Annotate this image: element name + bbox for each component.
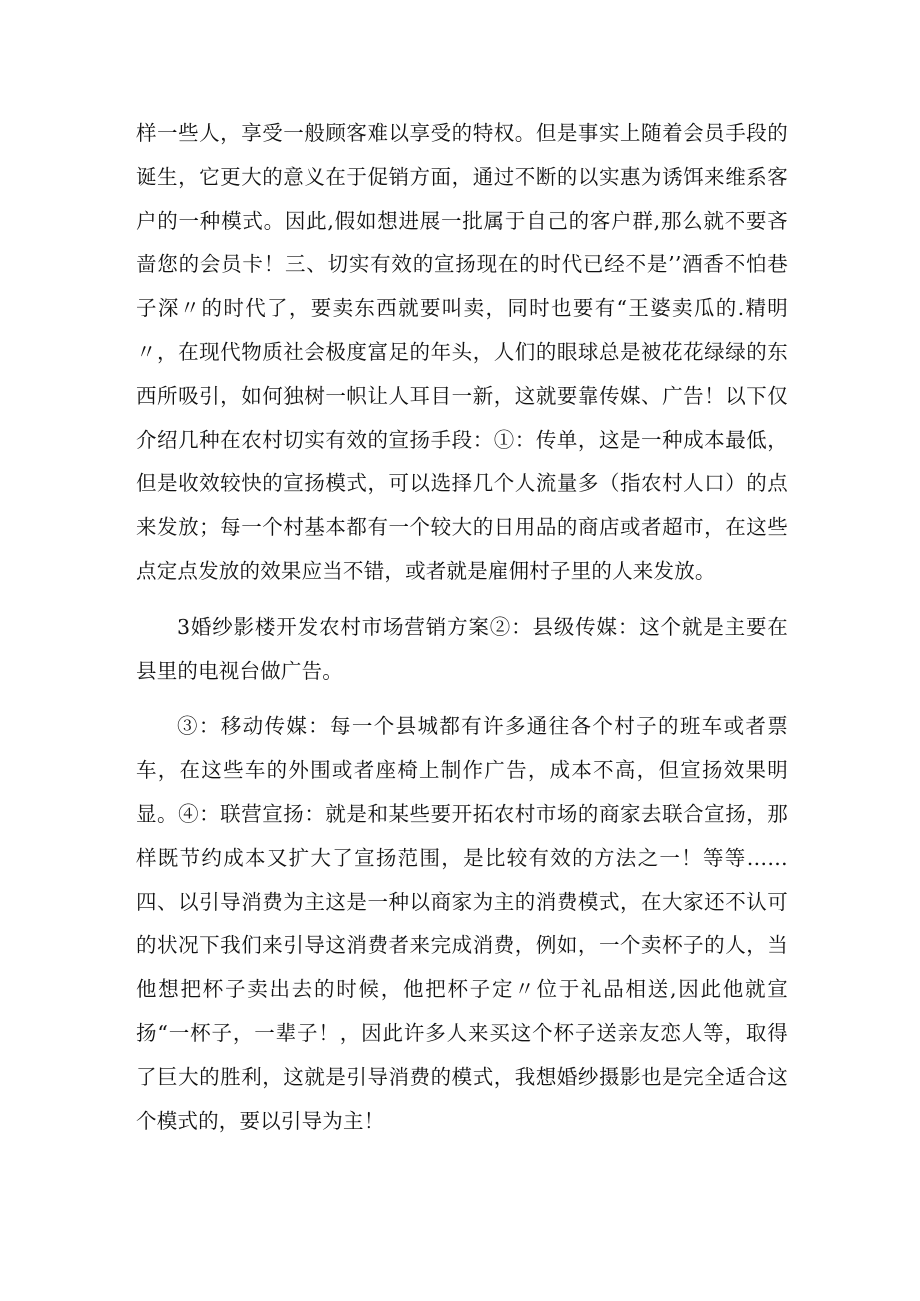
paragraph-3: ③：移动传媒：每一个县城都有许多通往各个村子的班车或者票车，在这些车的外围或者座椅上制作广告，成本不高，但宣扬效果明显。④：联营宣扬：就是和某些要开拓农村市场的商家去联合宣扬，那样既节约成本又扩大了宣扬范围，是比较有效的方法之一！等等……四、以引导消费为主这是一种以商家为主的消费模式，在大家还不认可的状况下我们来引导这消费者来完成消费，例如，一个卖杯子的人，当他想把杯子卖出去的时候，他把杯子定〃位于礼品相送,因此他就宣扬“一杯子，一辈子！，因此许多人来买这个杯子送亲友恋人等，取得了巨大的胜利，这就是引导消费的模式，我想婚纱摄影也是完全适合这个模式的，要以引导为主！	[136, 714, 788, 1133]
document-body	[136, 112, 788, 1143]
paragraph-1: 样一些人，享受一般顾客难以享受的特权。但是事实上随着会员手段的诞生，它更大的意义在于促销方面，通过不断的以实惠为诱饵来维系客户的一种模式。因此,假如想进展一批属于自己的客户群,那么就不要吝啬您的会员卡！三、切实有效的宣扬现在的时代已经不是’’酒香不怕巷子深〃的时代了，要卖东西就要叫卖，同时也要有“王婆卖瓜的.精明〃，在现代物质社会极度富足的年头，人们的眼球总是被花花绿绿的东西所吸引，如何独树一帜让人耳目一新，这就要靠传媒、广告！以下仅介绍几种在农村切实有效的宣扬手段：①：传单，这是一种成本最低，但是收效较快的宣扬模式，可以选择几个人流量多（指农村人口）的点来发放；每一个村基本都有一个较大的日用品的商店或者超市，在这些点定点发放的效果应当不错，或者就是雇佣村子里的人来发放。	[136, 121, 788, 583]
paragraph-2: 3婚纱影楼开发农村市场营销方案②：县级传媒：这个就是主要在县里的电视台做广告。	[136, 614, 788, 683]
